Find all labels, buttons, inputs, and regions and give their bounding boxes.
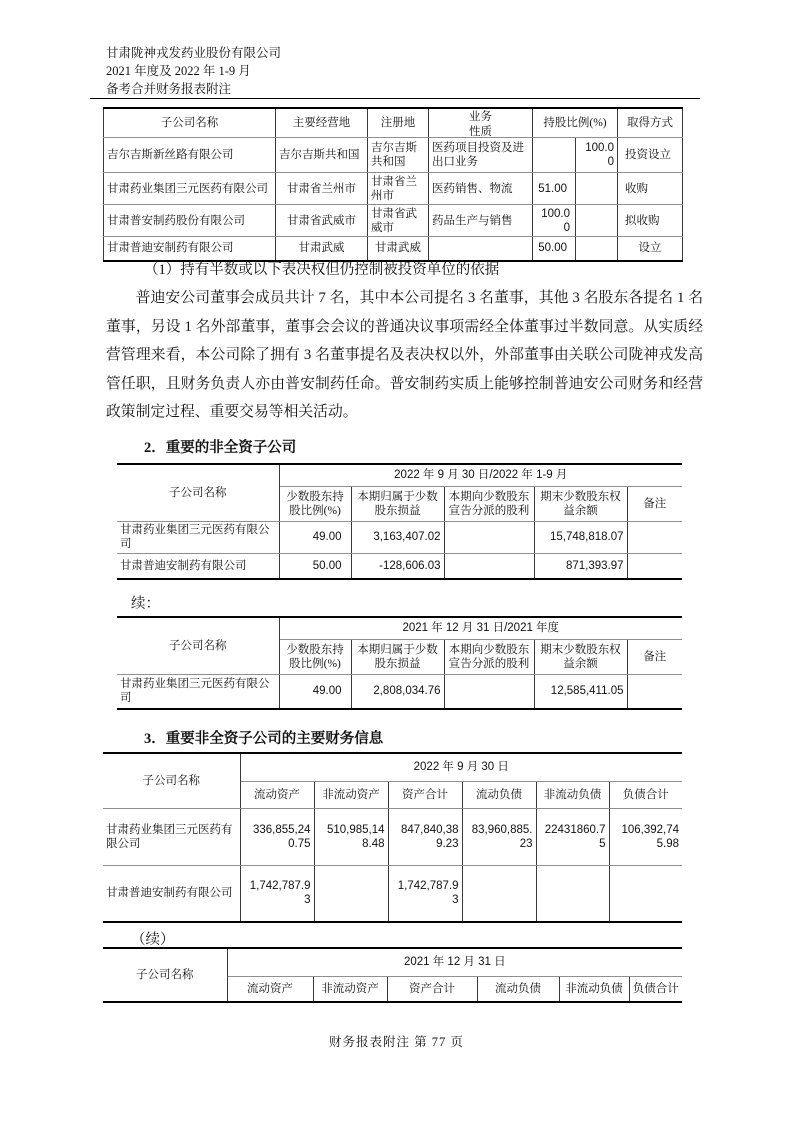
business-label-line2: 性质 xyxy=(469,126,492,136)
cell-subsidiary-name: 甘肃药业集团三元医药有限公司 xyxy=(117,674,279,709)
table-row xyxy=(117,674,682,709)
cell-indirect-ratio: 100.00 xyxy=(576,138,618,173)
col-header-total-assets: 资产合计 xyxy=(388,781,462,808)
col-header-noncurrent-assets: 非流动资产 xyxy=(314,781,388,808)
col-header-business xyxy=(429,108,533,138)
document-header xyxy=(106,44,281,98)
col-header-total-liabilities: 负债合计 xyxy=(609,781,682,808)
cell-main-place: 吉尔吉斯共和国 xyxy=(276,138,368,173)
period-header: 2022 年 9 月 30 日/2022 年 1-9 月 xyxy=(279,464,682,486)
cell-acquire-method: 收购 xyxy=(618,173,683,205)
cell-subsidiary-name: 甘肃药业集团三元医药有限公司 xyxy=(117,521,279,553)
subsidiaries-table xyxy=(103,107,683,262)
cell-main-place: 甘肃武威 xyxy=(276,237,368,261)
cell-minority-ratio: 49.00 xyxy=(279,674,351,709)
cell-minority-equity: 15,748,818.07 xyxy=(534,521,627,553)
minority-table-2021 xyxy=(117,616,682,710)
col-header-noncurrent-assets: 非流动资产 xyxy=(313,976,387,1002)
col-header-name: 子公司名称 xyxy=(103,948,227,1002)
col-header-current-assets: 流动资产 xyxy=(240,781,314,808)
col-header-total-liabilities: 负债合计 xyxy=(632,982,679,995)
col-header-current-liabilities: 流动负债 xyxy=(477,976,559,1002)
cell-reg-place: 甘肃省兰州市 xyxy=(368,173,429,205)
table-header-row xyxy=(104,108,683,138)
continuation-label: 续： xyxy=(131,596,160,612)
col-header-holding-ratio: 持股比例(%) xyxy=(533,108,618,138)
note-title: （1）持有半数或以下表决权但仍控制被投资单位的依据 xyxy=(144,262,500,278)
cell-direct-ratio: 100.00 xyxy=(533,205,576,237)
header-divider-rule xyxy=(90,98,700,99)
cell-minority-dividend xyxy=(444,521,534,553)
cell-minority-dividend xyxy=(444,553,534,579)
cell-acquire-method: 设立 xyxy=(618,237,683,261)
col-header-current-liabilities: 流动负债 xyxy=(462,781,536,808)
section-3-heading: 3．重要非全资子公司的主要财务信息 xyxy=(144,731,384,747)
cell-total-liabilities xyxy=(609,865,682,922)
col-header-name: 子公司名称 xyxy=(103,753,240,808)
business-label-line1: 业务 xyxy=(469,111,492,123)
cell-current-liabilities: 83,960,885.23 xyxy=(462,808,536,865)
cell-subsidiary-name: 吉尔吉斯新丝路有限公司 xyxy=(104,138,276,173)
col-header-total-assets: 资产合计 xyxy=(387,976,477,1002)
cell-minority-profit: 3,163,407.02 xyxy=(351,521,444,553)
period-header: 2021 年 12 月 31 日/2021 年度 xyxy=(279,617,682,639)
continuation-label: （续） xyxy=(131,932,175,948)
cell-noncurrent-liabilities xyxy=(536,865,609,922)
cell-current-liabilities xyxy=(462,865,536,922)
empty-cell xyxy=(627,521,682,553)
financials-table-2021 xyxy=(103,947,682,1003)
table-row xyxy=(104,237,683,261)
table-period-row xyxy=(117,617,682,639)
col-header-reg-place: 注册地 xyxy=(368,108,429,138)
cell-indirect-ratio xyxy=(576,173,618,205)
col-header-minority-ratio: 少数股东持股比例(%) xyxy=(279,639,351,674)
cell-acquire-method: 拟收购 xyxy=(618,205,683,237)
cell-indirect-ratio xyxy=(576,205,618,237)
cell-minority-ratio: 49.00 xyxy=(279,521,351,553)
col-header-minority-equity: 期末少数股东权益余额 xyxy=(534,639,627,674)
cell-reg-place: 甘肃武威 xyxy=(368,237,429,261)
cell-minority-profit: 2,808,034.76 xyxy=(351,674,444,709)
report-period: 2021 年度及 2022 年 1-9 月 xyxy=(106,64,251,78)
cell-business xyxy=(429,237,533,261)
cell-main-place: 甘肃省武威市 xyxy=(276,205,368,237)
minority-table-2022 xyxy=(117,463,682,580)
table-period-row xyxy=(103,948,682,976)
empty-cell xyxy=(627,674,682,709)
table-row xyxy=(104,173,683,205)
cell-minority-profit: -128,606.03 xyxy=(351,553,444,579)
table-row xyxy=(104,138,683,173)
cell-total-liabilities: 106,392,745.98 xyxy=(609,808,682,865)
col-header-acquire-method: 取得方式 xyxy=(618,108,683,138)
col-header-current-assets: 流动资产 xyxy=(227,976,313,1002)
cell-total-assets: 847,840,389.23 xyxy=(388,808,462,865)
cell-main-place: 甘肃省兰州市 xyxy=(276,173,368,205)
cell-current-assets: 1,742,787.93 xyxy=(240,865,314,922)
cell-total-assets: 1,742,787.93 xyxy=(388,865,462,922)
col-header-note: 备注 xyxy=(627,486,682,521)
col-header-minority-dividend: 本期向少数股东宣告分派的股利 xyxy=(444,486,534,521)
col-header-noncurrent-liabilities: 非流动负债 xyxy=(536,781,609,808)
financials-table-2022 xyxy=(103,752,682,923)
cell-subsidiary-name: 甘肃普迪安制药有限公司 xyxy=(103,865,240,922)
cell-minority-equity: 12,585,411.05 xyxy=(534,674,627,709)
col-header-minority-ratio: 少数股东持股比例(%) xyxy=(279,486,351,521)
note-body: 普迪安公司董事会成员共计 7 名，其中本公司提名 3 名董事，其他 3 名股东各提名 1 名董事，另设 1 名外部董事，董事会会议的普通决议事项需经全体董事过半数同意。从实质经营管理来看，本公司除了拥有 3 名董事提名及表决权以外，外部董事由关联公司陇神戎发高管任职，且财务负责人亦由普安制药任命。普安制药实质上能够控制普迪安公司财务和经营政策制定过程、重要交易等相关活动。 xyxy=(106,290,703,421)
cell-reg-place: 吉尔吉斯共和国 xyxy=(368,138,429,173)
cell-business: 药品生产与销售 xyxy=(429,205,533,237)
cell-indirect-ratio xyxy=(576,237,618,261)
table-period-row xyxy=(103,753,682,781)
cell-current-assets: 336,855,240.75 xyxy=(240,808,314,865)
empty-cell xyxy=(627,553,682,579)
col-header-noncurrent-liabilities: 非流动负债 xyxy=(559,976,629,1002)
cell-subsidiary-name: 甘肃药业集团三元医药有限公司 xyxy=(104,173,276,205)
period-header: 2021 年 12 月 31 日 xyxy=(227,948,682,976)
section-2-heading: 2．重要的非全资子公司 xyxy=(144,440,297,456)
cell-subsidiary-name: 甘肃药业集团三元医药有限公司 xyxy=(103,808,240,865)
col-header-name: 子公司名称 xyxy=(117,617,279,674)
table-row xyxy=(104,205,683,237)
col-header-main-place: 主要经营地 xyxy=(276,108,368,138)
cell-minority-dividend xyxy=(444,674,534,709)
table-period-row xyxy=(117,464,682,486)
col-header-minority-profit: 本期归属于少数股东损益 xyxy=(351,486,444,521)
cell-subsidiary-name: 甘肃普迪安制药有限公司 xyxy=(104,237,276,261)
cell-noncurrent-liabilities: 22431860.75 xyxy=(536,808,609,865)
period-header: 2022 年 9 月 30 日 xyxy=(240,753,682,781)
table-row xyxy=(103,808,682,865)
cell-direct-ratio: 50.00 xyxy=(533,237,576,261)
table-row xyxy=(103,865,682,922)
col-header-name: 子公司名称 xyxy=(104,108,276,138)
page-footer: 财务报表附注 第 77 页 xyxy=(329,1035,464,1049)
cell-acquire-method: 投资设立 xyxy=(618,138,683,173)
cell-noncurrent-assets xyxy=(314,865,388,922)
table-row xyxy=(117,553,682,579)
table-row xyxy=(117,521,682,553)
col-header-note: 备注 xyxy=(627,639,682,674)
cell-subsidiary-name: 甘肃普安制药股份有限公司 xyxy=(104,205,276,237)
cell-direct-ratio: 51.00 xyxy=(533,173,576,205)
company-name: 甘肃陇神戎发药业股份有限公司 xyxy=(106,46,282,60)
cell-reg-place: 甘肃省武威市 xyxy=(368,205,429,237)
cell-business: 医药项目投资及进出口业务 xyxy=(429,138,533,173)
col-header-minority-equity: 期末少数股东权益余额 xyxy=(534,486,627,521)
cell-minority-equity: 871,393.97 xyxy=(534,553,627,579)
cell-business: 医药销售、物流 xyxy=(429,173,533,205)
cell-minority-ratio: 50.00 xyxy=(279,553,351,579)
col-header-name: 子公司名称 xyxy=(117,464,279,521)
report-subtitle: 备考合并财务报表附注 xyxy=(106,82,232,96)
col-header-minority-dividend: 本期向少数股东宣告分派的股利 xyxy=(444,639,534,674)
col-header-minority-profit: 本期归属于少数股东损益 xyxy=(351,639,444,674)
cell-direct-ratio xyxy=(533,138,576,173)
cell-subsidiary-name: 甘肃普迪安制药有限公司 xyxy=(117,553,279,579)
cell-noncurrent-assets: 510,985,148.48 xyxy=(314,808,388,865)
